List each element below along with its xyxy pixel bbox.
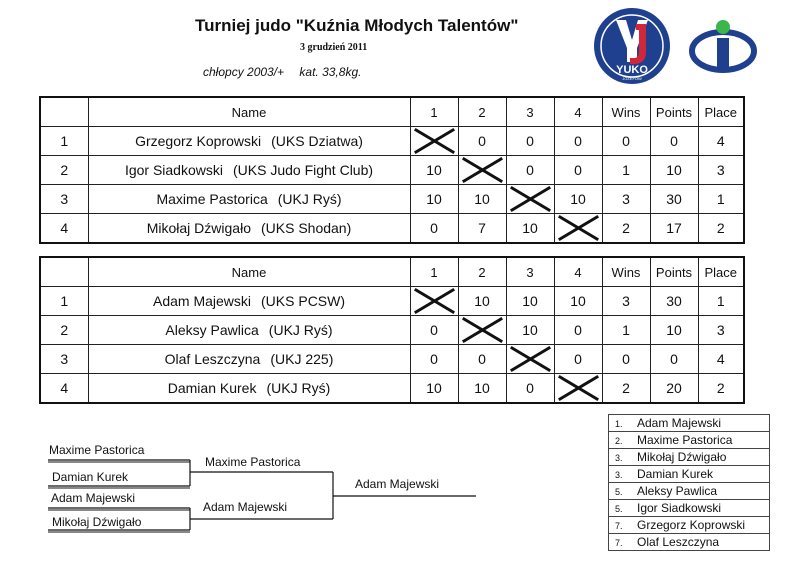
column-header: 3 <box>506 257 554 287</box>
wins-cell: 3 <box>602 185 650 214</box>
score-cell: 0 <box>410 345 458 374</box>
tournament-date: 3 grudzień 2011 <box>300 42 368 53</box>
ranking-name: Adam Majewski <box>637 416 722 430</box>
competitor-name: Grzegorz Koprowski <box>135 133 262 149</box>
ranking-name: Damian Kurek <box>637 467 714 481</box>
competitor-name: Igor Siadkowski <box>124 162 223 178</box>
column-header: 2 <box>458 257 506 287</box>
wins-cell: 0 <box>602 127 650 156</box>
category-group: chłopcy 2003/+ <box>203 65 285 79</box>
wins-cell: 1 <box>602 316 650 345</box>
competitor-name: Aleksy Pawlica <box>165 322 259 338</box>
ranking-row <box>609 432 770 449</box>
score-cell: 0 <box>410 214 458 244</box>
points-cell: 30 <box>650 287 698 316</box>
ranking-row <box>609 483 770 500</box>
column-header: 1 <box>410 257 458 287</box>
score-cell: 0 <box>554 127 602 156</box>
bracket-semi1-winner: Maxime Pastorica <box>205 455 301 469</box>
ranking-row <box>609 415 770 432</box>
competitor-number: 1 <box>40 127 88 156</box>
score-cell: 0 <box>458 127 506 156</box>
svg-text:YUKO: YUKO <box>616 64 648 76</box>
bracket-final-winner: Adam Majewski <box>355 477 440 491</box>
place-cell: 3 <box>698 156 744 185</box>
score-cell: 10 <box>506 316 554 345</box>
bracket-semi2-bottom: Mikołaj Dźwigało <box>52 515 142 529</box>
ranking-cell <box>609 500 770 517</box>
ranking-position: 7. <box>615 521 623 531</box>
score-cell: 0 <box>458 345 506 374</box>
column-header: Wins <box>602 257 650 287</box>
category-weight: kat. 33,8kg. <box>299 65 362 79</box>
score-cell: 0 <box>410 316 458 345</box>
final-ranking-table <box>608 414 770 551</box>
column-header: Points <box>650 97 698 127</box>
column-header: Place <box>698 257 744 287</box>
competitor-name: Adam Majewski <box>152 293 252 309</box>
competitor-number: 1 <box>40 287 88 316</box>
wins-cell: 2 <box>602 374 650 404</box>
column-header: Place <box>698 97 744 127</box>
column-header: 4 <box>554 257 602 287</box>
wins-cell: 1 <box>602 156 650 185</box>
competitor-number: 3 <box>40 345 88 374</box>
ranking-position: 3. <box>615 453 623 463</box>
score-cell: 10 <box>506 214 554 244</box>
competitor-number: 4 <box>40 374 88 404</box>
ranking-name: Igor Siadkowski <box>637 501 722 515</box>
competitor-club: (UKS Shodan) <box>260 220 352 236</box>
competitor-number: 4 <box>40 214 88 244</box>
score-cell: 10 <box>410 185 458 214</box>
ranking-row <box>609 517 770 534</box>
ranking-name: Olaf Leszczyna <box>637 535 720 549</box>
ranking-row <box>609 449 770 466</box>
score-cell: 0 <box>554 156 602 185</box>
score-cell: 10 <box>554 185 602 214</box>
ranking-position: 5. <box>615 504 623 514</box>
place-cell: 2 <box>698 374 744 404</box>
score-cell: 10 <box>410 374 458 404</box>
column-header: Name <box>88 257 410 287</box>
ranking-cell <box>609 466 770 483</box>
score-cell: 0 <box>554 345 602 374</box>
ranking-position: 3. <box>615 470 623 480</box>
ranking-cell <box>609 534 770 551</box>
wins-cell: 3 <box>602 287 650 316</box>
competitor-name: Maxime Pastorica <box>156 191 268 207</box>
ranking-position: 5. <box>615 487 623 497</box>
ranking-row <box>609 534 770 551</box>
tournament-title: Turniej judo "Kuźnia Młodych Talentów" <box>195 16 519 35</box>
bracket-semi2-winner: Adam Majewski <box>203 500 288 514</box>
place-cell: 1 <box>698 185 744 214</box>
competitor-club: (UKJ Ryś) <box>277 191 342 207</box>
competitor-name: Olaf Leszczyna <box>164 351 261 367</box>
ranking-cell <box>609 483 770 500</box>
competitor-club: (UKJ Ryś) <box>266 380 331 396</box>
place-cell: 2 <box>698 214 744 244</box>
ranking-position: 1. <box>615 419 623 429</box>
points-cell: 20 <box>650 374 698 404</box>
ranking-name: Mikołaj Dźwigało <box>637 450 727 464</box>
competitor-number: 2 <box>40 156 88 185</box>
wins-cell: 0 <box>602 345 650 374</box>
place-cell: 4 <box>698 345 744 374</box>
competitor-club: (UKS PCSW) <box>261 293 346 309</box>
competitor-club: (UKS Judo Fight Club) <box>232 162 374 178</box>
points-cell: 30 <box>650 185 698 214</box>
place-cell: 4 <box>698 127 744 156</box>
bracket-semi2-top: Adam Majewski <box>51 491 136 505</box>
score-cell: 10 <box>458 287 506 316</box>
ranking-name: Grzegorz Koprowski <box>637 518 746 532</box>
competitor-number: 2 <box>40 316 88 345</box>
competitor-number: 3 <box>40 185 88 214</box>
column-header: 1 <box>410 97 458 127</box>
points-cell: 0 <box>650 127 698 156</box>
column-header: 2 <box>458 97 506 127</box>
ranking-name: Aleksy Pawlica <box>637 484 718 498</box>
place-cell: 3 <box>698 316 744 345</box>
score-cell: 7 <box>458 214 506 244</box>
place-cell: 1 <box>698 287 744 316</box>
points-cell: 10 <box>650 156 698 185</box>
score-cell: 0 <box>506 127 554 156</box>
svg-text:JÓZEFÓW: JÓZEFÓW <box>622 76 642 81</box>
ranking-cell <box>609 415 770 432</box>
bracket-semi1-bottom: Damian Kurek <box>52 470 129 484</box>
column-header: 4 <box>554 97 602 127</box>
competitor-name: Mikołaj Dźwigało <box>146 220 251 236</box>
score-cell: 10 <box>554 287 602 316</box>
column-header: Name <box>88 97 410 127</box>
score-cell: 10 <box>458 374 506 404</box>
ranking-position: 2. <box>615 436 623 446</box>
competitor-club: (UKJ Ryś) <box>268 322 333 338</box>
score-cell: 0 <box>554 316 602 345</box>
column-header: Wins <box>602 97 650 127</box>
bracket-semi1-top: Maxime Pastorica <box>49 443 145 457</box>
ranking-cell <box>609 517 770 534</box>
points-cell: 17 <box>650 214 698 244</box>
competitor-club: (UKJ 225) <box>270 351 334 367</box>
ranking-cell <box>609 432 770 449</box>
points-cell: 10 <box>650 316 698 345</box>
points-cell: 0 <box>650 345 698 374</box>
competitor-name: Damian Kurek <box>167 380 257 396</box>
wins-cell: 2 <box>602 214 650 244</box>
column-header: Points <box>650 257 698 287</box>
ranking-row <box>609 466 770 483</box>
score-cell: 10 <box>506 287 554 316</box>
column-header: 3 <box>506 97 554 127</box>
ranking-name: Maxime Pastorica <box>637 433 733 447</box>
ranking-position: 7. <box>615 538 623 548</box>
ranking-cell <box>609 449 770 466</box>
competitor-club: (UKS Dziatwa) <box>271 133 363 149</box>
ranking-row <box>609 500 770 517</box>
score-cell: 0 <box>506 156 554 185</box>
score-cell: 0 <box>506 374 554 404</box>
score-cell: 10 <box>410 156 458 185</box>
score-cell: 10 <box>458 185 506 214</box>
